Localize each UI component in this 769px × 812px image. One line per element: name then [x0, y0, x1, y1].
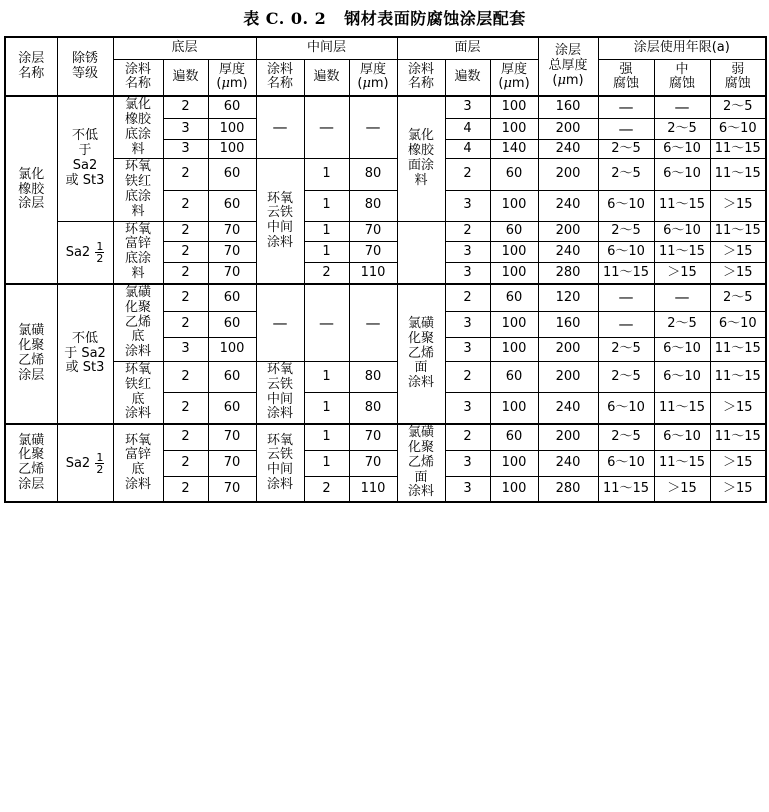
life-medium: 11～15	[654, 450, 710, 476]
life-strong: 2～5	[598, 361, 654, 392]
primer-passes: 2	[163, 242, 208, 263]
life-weak: ＞15	[710, 450, 766, 476]
top-paint-name: 氯化 橡胶 面涂 料	[397, 96, 445, 221]
total-thickness: 240	[538, 392, 598, 424]
top-passes: 3	[445, 242, 490, 263]
primer-thickness: 60	[208, 311, 256, 338]
mid-paint-name: —	[256, 96, 304, 159]
total-thickness: 240	[538, 190, 598, 221]
primer-thickness: 70	[208, 450, 256, 476]
life-weak: ＞15	[710, 263, 766, 284]
table-row	[5, 284, 766, 311]
header-medium-corrosion: 中 腐蚀	[654, 59, 710, 96]
mid-passes: 2	[304, 263, 349, 284]
top-passes: 2	[445, 361, 490, 392]
primer-passes: 2	[163, 159, 208, 190]
header-mid-passes: 遍数	[304, 59, 349, 96]
header-strong-corrosion: 强 腐蚀	[598, 59, 654, 96]
primer-paint-name: 环氧 铁红 底涂 料	[113, 159, 163, 221]
mid-paint-name: 环氧 云铁 中间 涂料	[256, 159, 304, 284]
header-group-service-life: 涂层使用年限(a)	[598, 37, 766, 59]
primer-passes: 3	[163, 140, 208, 159]
life-strong: 6～10	[598, 392, 654, 424]
top-thickness: 100	[490, 338, 538, 362]
life-strong: 2～5	[598, 159, 654, 190]
primer-paint-name: 环氧 铁红 底 涂料	[113, 361, 163, 424]
primer-passes: 2	[163, 361, 208, 392]
life-strong: 6～10	[598, 242, 654, 263]
life-strong: 11～15	[598, 476, 654, 502]
primer-thickness: 60	[208, 392, 256, 424]
mid-passes: 1	[304, 450, 349, 476]
coating-name-cell: 氯磺 化聚 乙烯 涂层	[5, 424, 57, 502]
total-thickness: 160	[538, 311, 598, 338]
life-medium: —	[654, 96, 710, 118]
mid-passes: 1	[304, 221, 349, 242]
top-passes: 3	[445, 190, 490, 221]
life-weak: ＞15	[710, 476, 766, 502]
mid-passes: —	[304, 96, 349, 159]
top-thickness: 60	[490, 159, 538, 190]
top-thickness: 100	[490, 392, 538, 424]
header-total-thickness: 涂层 总厚度 (μm)	[538, 37, 598, 96]
top-thickness: 100	[490, 118, 538, 140]
primer-passes: 2	[163, 96, 208, 118]
mid-thickness: 70	[349, 221, 397, 242]
life-weak: 11～15	[710, 140, 766, 159]
header-group-topcoat: 面层	[397, 37, 538, 59]
life-medium: 6～10	[654, 361, 710, 392]
top-passes: 3	[445, 96, 490, 118]
total-thickness: 200	[538, 338, 598, 362]
header-group-intermediate: 中间层	[256, 37, 397, 59]
total-thickness: 200	[538, 361, 598, 392]
life-strong: 6～10	[598, 450, 654, 476]
mid-thickness: 80	[349, 361, 397, 392]
header-top-passes: 遍数	[445, 59, 490, 96]
total-thickness: 200	[538, 221, 598, 242]
life-medium: 2～5	[654, 118, 710, 140]
table-row	[5, 96, 766, 118]
total-thickness: 160	[538, 96, 598, 118]
table-row	[5, 424, 766, 450]
top-passes: 4	[445, 118, 490, 140]
mid-thickness: 80	[349, 392, 397, 424]
mid-passes: 1	[304, 242, 349, 263]
total-thickness: 240	[538, 242, 598, 263]
top-paint-name: 氯磺 化聚 乙烯 面 涂料	[397, 424, 445, 502]
top-passes: 2	[445, 424, 490, 450]
header-mid-paint-name: 涂料 名称	[256, 59, 304, 96]
table-header-row-1	[5, 37, 766, 59]
life-medium: 11～15	[654, 190, 710, 221]
primer-thickness: 60	[208, 96, 256, 118]
life-medium: 6～10	[654, 338, 710, 362]
life-medium: 11～15	[654, 242, 710, 263]
header-rust-grade: 除锈 等级	[57, 37, 113, 96]
primer-passes: 3	[163, 118, 208, 140]
mid-thickness: 110	[349, 263, 397, 284]
primer-thickness: 70	[208, 263, 256, 284]
mid-thickness: 70	[349, 450, 397, 476]
life-weak: ＞15	[710, 190, 766, 221]
mid-passes: 1	[304, 159, 349, 190]
life-medium: 2～5	[654, 311, 710, 338]
top-passes: 2	[445, 221, 490, 242]
life-weak: 11～15	[710, 159, 766, 190]
mid-passes: —	[304, 284, 349, 362]
mid-paint-name: 环氧 云铁 中间 涂料	[256, 361, 304, 424]
primer-thickness: 60	[208, 190, 256, 221]
life-strong: —	[598, 311, 654, 338]
life-strong: —	[598, 118, 654, 140]
life-medium: 6～10	[654, 140, 710, 159]
life-strong: 11～15	[598, 263, 654, 284]
total-thickness: 280	[538, 263, 598, 284]
top-passes: 3	[445, 263, 490, 284]
primer-passes: 2	[163, 392, 208, 424]
header-weak-corrosion: 弱 腐蚀	[710, 59, 766, 96]
life-medium: 6～10	[654, 159, 710, 190]
top-passes: 4	[445, 140, 490, 159]
header-group-primer: 底层	[113, 37, 256, 59]
life-strong: —	[598, 284, 654, 311]
top-paint-name	[397, 221, 445, 284]
life-weak: 6～10	[710, 118, 766, 140]
header-coating-name: 涂层 名称	[5, 37, 57, 96]
top-passes: 2	[445, 284, 490, 311]
header-top-paint-name: 涂料 名称	[397, 59, 445, 96]
primer-thickness: 60	[208, 159, 256, 190]
mid-thickness: 70	[349, 424, 397, 450]
primer-thickness: 100	[208, 140, 256, 159]
primer-passes: 2	[163, 311, 208, 338]
total-thickness: 240	[538, 140, 598, 159]
primer-passes: 2	[163, 450, 208, 476]
header-mid-thickness: 厚度 (μm)	[349, 59, 397, 96]
primer-passes: 2	[163, 424, 208, 450]
rust-grade-cell: Sa2 $\frac{1}{2}$	[57, 424, 113, 502]
page-title	[4, 0, 765, 36]
mid-thickness: 70	[349, 242, 397, 263]
primer-passes: 2	[163, 284, 208, 311]
life-weak: 11～15	[710, 361, 766, 392]
mid-paint-name: —	[256, 284, 304, 362]
rust-grade-cell: 不低 于 Sa2 或 St3	[57, 284, 113, 424]
header-primer-paint-name: 涂料 名称	[113, 59, 163, 96]
table-number: 表 C. 0. 2	[243, 9, 327, 28]
primer-paint-name: 环氧 富锌 底 涂料	[113, 424, 163, 502]
total-thickness: 280	[538, 476, 598, 502]
mid-thickness: 80	[349, 190, 397, 221]
primer-thickness: 70	[208, 476, 256, 502]
primer-paint-name: 环氧 富锌 底涂 料	[113, 221, 163, 284]
header-top-thickness: 厚度 (μm)	[490, 59, 538, 96]
life-weak: ＞15	[710, 242, 766, 263]
top-thickness: 100	[490, 242, 538, 263]
top-passes: 2	[445, 159, 490, 190]
primer-passes: 2	[163, 190, 208, 221]
primer-thickness: 70	[208, 424, 256, 450]
mid-thickness: 110	[349, 476, 397, 502]
life-weak: 2～5	[710, 284, 766, 311]
life-weak: ＞15	[710, 392, 766, 424]
top-passes: 3	[445, 338, 490, 362]
life-strong: 6～10	[598, 190, 654, 221]
mid-passes: 1	[304, 190, 349, 221]
total-thickness: 200	[538, 424, 598, 450]
life-strong: 2～5	[598, 424, 654, 450]
mid-passes: 1	[304, 361, 349, 392]
life-strong: 2～5	[598, 140, 654, 159]
primer-thickness: 70	[208, 221, 256, 242]
mid-passes: 2	[304, 476, 349, 502]
life-medium: ＞15	[654, 476, 710, 502]
primer-thickness: 60	[208, 361, 256, 392]
table-header-row-2	[5, 59, 766, 96]
top-thickness: 100	[490, 476, 538, 502]
life-weak: 11～15	[710, 338, 766, 362]
primer-thickness: 70	[208, 242, 256, 263]
primer-thickness: 100	[208, 118, 256, 140]
primer-paint-name: 氯化 橡胶 底涂 料	[113, 96, 163, 159]
top-passes: 3	[445, 311, 490, 338]
life-strong: 2～5	[598, 221, 654, 242]
mid-thickness: —	[349, 284, 397, 362]
life-strong: —	[598, 96, 654, 118]
top-passes: 3	[445, 392, 490, 424]
top-thickness: 60	[490, 284, 538, 311]
top-thickness: 60	[490, 361, 538, 392]
top-thickness: 100	[490, 190, 538, 221]
life-weak: 6～10	[710, 311, 766, 338]
life-medium: 6～10	[654, 221, 710, 242]
header-primer-passes: 遍数	[163, 59, 208, 96]
rust-grade-cell: Sa2 $\frac{1}{2}$	[57, 221, 113, 284]
primer-paint-name: 氯磺 化聚 乙烯 底 涂料	[113, 284, 163, 362]
top-thickness: 140	[490, 140, 538, 159]
mid-paint-name: 环氧 云铁 中间 涂料	[256, 424, 304, 502]
life-medium: ＞15	[654, 263, 710, 284]
mid-passes: 1	[304, 424, 349, 450]
top-paint-name: 氯磺 化聚 乙烯 面 涂料	[397, 284, 445, 424]
primer-passes: 2	[163, 221, 208, 242]
primer-thickness: 60	[208, 284, 256, 311]
life-strong: 2～5	[598, 338, 654, 362]
top-thickness: 60	[490, 221, 538, 242]
mid-thickness: 80	[349, 159, 397, 190]
mid-thickness: —	[349, 96, 397, 159]
coating-name-cell: 氯化 橡胶 涂层	[5, 96, 57, 284]
primer-passes: 3	[163, 338, 208, 362]
total-thickness: 240	[538, 450, 598, 476]
top-thickness: 100	[490, 311, 538, 338]
top-thickness: 100	[490, 450, 538, 476]
life-weak: 11～15	[710, 424, 766, 450]
top-thickness: 60	[490, 424, 538, 450]
life-medium: —	[654, 284, 710, 311]
life-weak: 2～5	[710, 96, 766, 118]
primer-passes: 2	[163, 476, 208, 502]
top-thickness: 100	[490, 96, 538, 118]
mid-passes: 1	[304, 392, 349, 424]
top-passes: 3	[445, 450, 490, 476]
top-passes: 3	[445, 476, 490, 502]
coating-system-table	[4, 36, 767, 503]
total-thickness: 120	[538, 284, 598, 311]
table-title-text: 钢材表面防腐蚀涂层配套	[344, 9, 526, 28]
primer-thickness: 100	[208, 338, 256, 362]
life-medium: 11～15	[654, 392, 710, 424]
header-primer-thickness: 厚度 (μm)	[208, 59, 256, 96]
table-row	[5, 221, 766, 242]
life-weak: 11～15	[710, 221, 766, 242]
rust-grade-cell: 不低 于 Sa2 或 St3	[57, 96, 113, 221]
table-row	[5, 361, 766, 392]
table-row	[5, 159, 766, 190]
primer-passes: 2	[163, 263, 208, 284]
total-thickness: 200	[538, 159, 598, 190]
life-medium: 6～10	[654, 424, 710, 450]
top-thickness: 100	[490, 263, 538, 284]
coating-name-cell: 氯磺 化聚 乙烯 涂层	[5, 284, 57, 424]
total-thickness: 200	[538, 118, 598, 140]
